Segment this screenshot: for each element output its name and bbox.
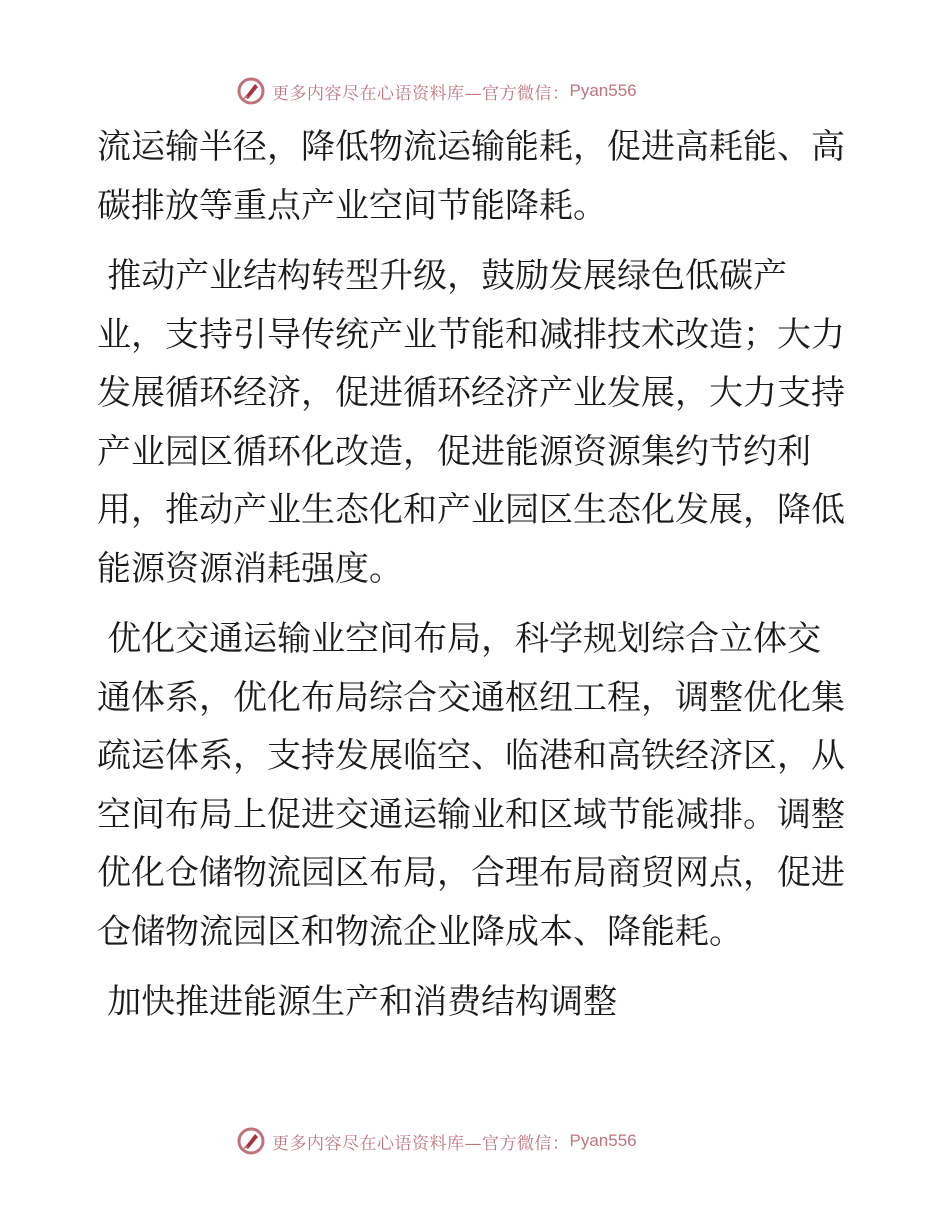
header-banner <box>236 75 716 107</box>
text-line: 碳排放等重点产业空间节能降耗。 <box>97 185 607 226</box>
pen-nib-logo-icon <box>236 76 266 106</box>
text-line: 能源资源消耗强度。 <box>97 548 403 589</box>
text-line: 优化交通运输业空间布局，科学规划综合立体交 <box>107 619 822 659</box>
footer-banner <box>236 1125 716 1157</box>
text-line: 发展循环经济，促进循环经济产业发展，大力支持 <box>97 373 845 413</box>
text-line: 流运输半径，降低物流运输能耗，促进高耗能、高 <box>97 127 845 167</box>
paragraph <box>97 973 857 1032</box>
text-line: 加快推进能源生产和消费结构调整 <box>107 982 618 1022</box>
text-line: 业，支持引导传统产业节能和减排技术改造；大力 <box>97 314 845 355</box>
paragraph <box>97 247 857 598</box>
text-line: 空间布局上促进交通运输业和区域节能减排。调整 <box>97 794 845 835</box>
text-line: 优化仓储物流园区布局，合理布局商贸网点，促进 <box>97 853 845 893</box>
text-line: 仓储物流园区和物流企业降成本、降能耗。 <box>97 911 743 952</box>
body-text <box>97 118 857 1044</box>
header-banner-text: 更多内容尽在心语资料库—官方微信： <box>272 83 570 104</box>
footer-wechat-id: Pyan556 <box>569 1131 637 1150</box>
paragraph <box>97 610 857 961</box>
text-line: 通体系，优化布局综合交通枢纽工程，调整优化集 <box>97 677 845 718</box>
pen-nib-logo-icon <box>236 1126 266 1156</box>
header-wechat-id: Pyan556 <box>569 81 637 100</box>
footer-banner-text: 更多内容尽在心语资料库—官方微信： <box>272 1133 570 1154</box>
text-line: 用，推动产业生态化和产业园区生态化发展，降低 <box>97 490 845 530</box>
text-line: 推动产业结构转型升级，鼓励发展绿色低碳产 <box>107 256 788 296</box>
paragraph <box>97 118 857 235</box>
text-line: 产业园区循环化改造，促进能源资源集约节约利 <box>97 431 811 472</box>
text-line: 疏运体系，支持发展临空、临港和高铁经济区，从 <box>97 736 845 776</box>
